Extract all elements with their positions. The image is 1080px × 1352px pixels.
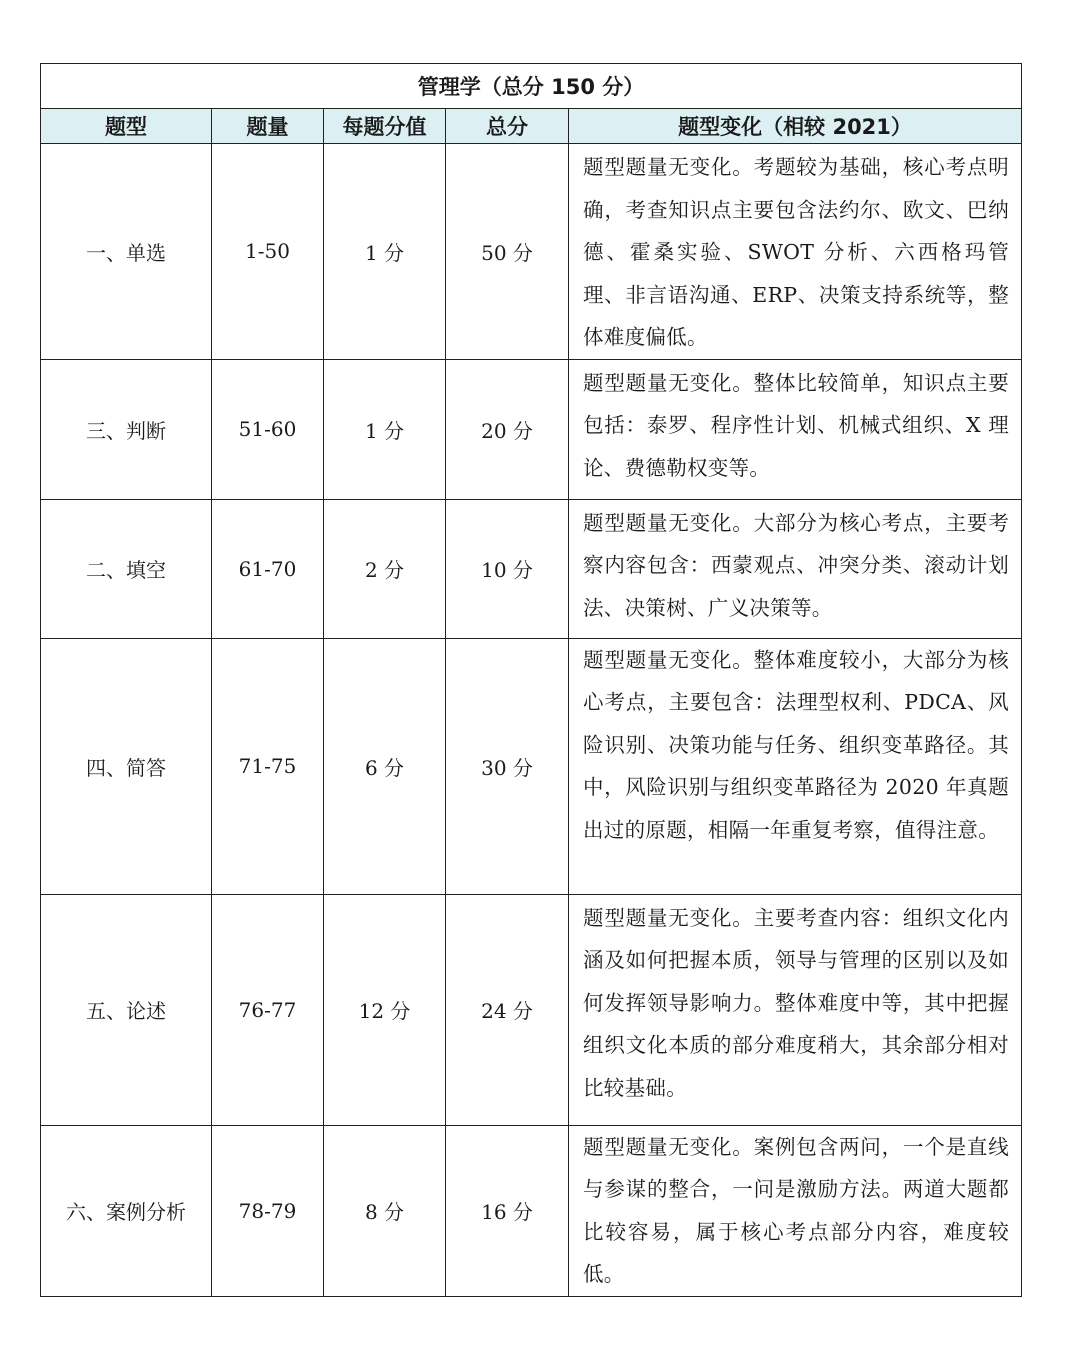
cell-type: 二、填空 bbox=[41, 499, 212, 638]
header-points-each: 每题分值 bbox=[324, 109, 446, 144]
table-row bbox=[41, 359, 1022, 499]
cell-change: 题型题量无变化。案例包含两问，一个是直线与参谋的整合，一问是激励方法。两道大题都比较容易，属于核心考点部分内容，难度较低。 bbox=[569, 1125, 1022, 1296]
cell-change: 题型题量无变化。整体比较简单，知识点主要包括：泰罗、程序性计划、机械式组织、X 理论、费德勒权变等。 bbox=[569, 359, 1022, 499]
score-table bbox=[40, 63, 1022, 1297]
table-row bbox=[41, 638, 1022, 894]
cell-type: 一、单选 bbox=[41, 144, 212, 360]
cell-points-each: 12 分 bbox=[324, 894, 446, 1125]
cell-points-each: 1 分 bbox=[324, 144, 446, 360]
cell-total: 50 分 bbox=[446, 144, 569, 360]
cell-points-each: 8 分 bbox=[324, 1125, 446, 1296]
cell-total: 16 分 bbox=[446, 1125, 569, 1296]
cell-count: 78-79 bbox=[212, 1125, 324, 1296]
cell-points-each: 6 分 bbox=[324, 638, 446, 894]
cell-total: 20 分 bbox=[446, 359, 569, 499]
cell-type: 六、案例分析 bbox=[41, 1125, 212, 1296]
cell-total: 24 分 bbox=[446, 894, 569, 1125]
cell-type: 四、简答 bbox=[41, 638, 212, 894]
cell-total: 10 分 bbox=[446, 499, 569, 638]
cell-count: 71-75 bbox=[212, 638, 324, 894]
cell-count: 1-50 bbox=[212, 144, 324, 360]
cell-points-each: 1 分 bbox=[324, 359, 446, 499]
table-title: 管理学（总分 150 分） bbox=[41, 64, 1022, 109]
cell-change: 题型题量无变化。主要考查内容：组织文化内涵及如何把握本质，领导与管理的区别以及如何发挥领导影响力。整体难度中等，其中把握组织文化本质的部分难度稍大，其余部分相对比较基础。 bbox=[569, 894, 1022, 1125]
cell-count: 76-77 bbox=[212, 894, 324, 1125]
table-row bbox=[41, 499, 1022, 638]
table-header-row bbox=[41, 109, 1022, 144]
header-total: 总分 bbox=[446, 109, 569, 144]
cell-type: 五、论述 bbox=[41, 894, 212, 1125]
table-title-row bbox=[41, 64, 1022, 109]
table-row bbox=[41, 1125, 1022, 1296]
table-row bbox=[41, 144, 1022, 360]
table-row bbox=[41, 894, 1022, 1125]
cell-count: 61-70 bbox=[212, 499, 324, 638]
cell-count: 51-60 bbox=[212, 359, 324, 499]
cell-total: 30 分 bbox=[446, 638, 569, 894]
header-count: 题量 bbox=[212, 109, 324, 144]
cell-change: 题型题量无变化。大部分为核心考点，主要考察内容包含：西蒙观点、冲突分类、滚动计划法、决策树、广义决策等。 bbox=[569, 499, 1022, 638]
cell-type: 三、判断 bbox=[41, 359, 212, 499]
header-type: 题型 bbox=[41, 109, 212, 144]
cell-change: 题型题量无变化。整体难度较小，大部分为核心考点，主要包含：法理型权利、PDCA、风险识别、决策功能与任务、组织变革路径。其中，风险识别与组织变革路径为 2020 年真题出过的原题，相隔一年重复考察，值得注意。 bbox=[569, 638, 1022, 894]
cell-change: 题型题量无变化。考题较为基础，核心考点明确，考查知识点主要包含法约尔、欧文、巴纳德、霍桑实验、SWOT 分析、六西格玛管理、非言语沟通、ERP、决策支持系统等，整体难度偏低。 bbox=[569, 144, 1022, 360]
header-change: 题型变化（相较 2021） bbox=[569, 109, 1022, 144]
cell-points-each: 2 分 bbox=[324, 499, 446, 638]
